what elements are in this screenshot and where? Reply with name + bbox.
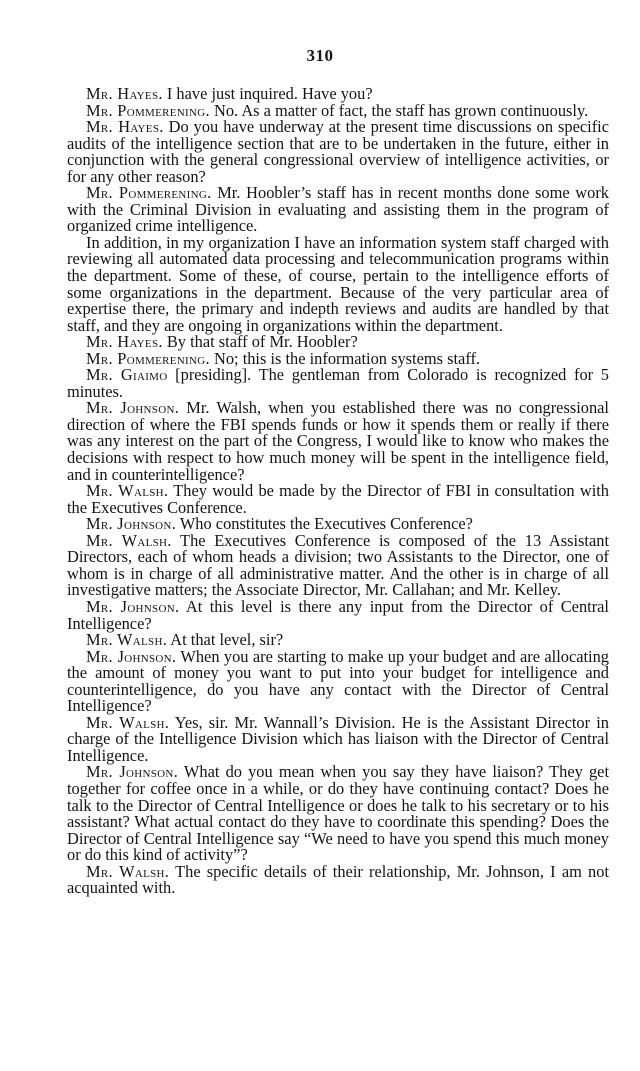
transcript-paragraph — [67, 119, 609, 185]
transcript-paragraph — [67, 596, 609, 633]
speaker-name: Mr. Johnson. — [86, 398, 180, 418]
paragraph-text: What do you mean when you say they have liaison? They get together for coffee once in a while, or do they have continuing contact? Does he talk to the Director of Central Intelligence or does he talk to his secretary or to his assistant? What actual contact do they have to coordinate this spending? Does the Director of Central Intelligence say “We need to have you spend this much money or do this kind of activity”? — [67, 762, 609, 865]
transcript-paragraph — [67, 712, 609, 765]
speaker-name: Mr. Pommerening. — [86, 348, 210, 368]
speaker-name: Mr. Pommerening. — [86, 100, 210, 120]
transcript-paragraph — [67, 367, 609, 400]
transcript-paragraph — [67, 764, 609, 863]
paragraph-text: Mr. Walsh, when you established there was no congressional direction of where the FBI spends funds or how it spends them or really if there was any interest on the part of the Congress, I would like to know who makes the decisions with respect to how much money will be spent in the intelligence field, and in counterintelligence? — [67, 398, 609, 484]
speaker-name: Mr. Pommerening. — [86, 183, 212, 203]
transcript-paragraph — [67, 232, 609, 335]
speaker-name: Mr. Johnson. — [86, 514, 177, 534]
speaker-name: Mr. Johnson. — [86, 762, 179, 782]
speaker-name: Mr. Walsh. — [86, 630, 168, 650]
speaker-name: Mr. Hayes. — [86, 332, 163, 352]
paragraph-text: Yes, sir. Mr. Wannall’s Division. He is the Assistant Director in charge of the Intelligence Division which has liaison with the Director of Central Intelligence. — [67, 712, 609, 765]
paragraph-text: I have just inquired. Have you? — [162, 84, 373, 103]
transcript-paragraph — [67, 400, 609, 483]
speaker-name: Mr. Walsh. — [86, 861, 170, 881]
paragraph-text: No; this is the information systems staff. — [209, 348, 481, 368]
paragraph-text: They would be made by the Director of FBI in consultation with the Executives Conference. — [67, 481, 609, 517]
speaker-name: Mr. Johnson. — [86, 646, 177, 666]
paragraph-text: Who constitutes the Executives Conference? — [176, 514, 473, 534]
speaker-name: Mr. Giaimo — [86, 365, 168, 385]
paragraph-text: The specific details of their relationship, Mr. Johnson, I am not acquainted with. — [67, 861, 609, 898]
speaker-name: Mr. Walsh. — [86, 481, 169, 501]
paragraph-text: At this level is there any input from the Director of Central Intelligence? — [67, 596, 609, 633]
transcript-body — [67, 86, 609, 897]
speaker-name: Mr. Johnson. — [86, 596, 180, 616]
paragraph-text: [presiding]. The gentleman from Colorado is recognized for 5 minutes. — [67, 365, 610, 401]
transcript-paragraph — [67, 530, 610, 600]
paragraph-text: The Executives Conference is composed of the 13 Assistant Directors, each of whom heads a division; two Assistants to the Director, one of whom is in charge of all administrative matter. And the other is in charge of all investigative matters; the Associate Director, Mr. Callahan; and Mr. Kelley. — [67, 530, 610, 600]
speaker-name: Mr. Hayes. — [86, 117, 164, 137]
speaker-name: Mr. Hayes. — [86, 84, 163, 103]
page-number: 310 — [306, 46, 334, 65]
paragraph-text: When you are starting to make up your budget and are allocating the amount of money you want to put into your budget for intelligence and counterintelligence, do you have any contact with the Director of Central Intelligence? — [67, 646, 609, 716]
transcript-paragraph — [67, 861, 609, 898]
transcript-paragraph — [67, 185, 609, 235]
speaker-name: Mr. Walsh. — [86, 530, 172, 550]
paragraph-text: By that staff of Mr. Hoobler? — [162, 332, 358, 352]
paragraph-text: Do you have underway at the present time discussions on specific audits of the intelligence section that are to be undertaken in the future, either in conjunction with the general congressional overview of intelligence activities, or for any other reason? — [67, 117, 610, 186]
paragraph-text: In addition, in my organization I have an information system staff charged with reviewing all automated data processing and telecommunication programs within the department. Some of these, of course, pertain to the intelligence efforts of some organizations in the department. Because of the very particular area of expertise there, the primary and indepth reviews and audits are handled by that staff, and they are ongoing in organizations within the department. — [67, 232, 609, 335]
paragraph-text: At that level, sir? — [167, 630, 284, 650]
paragraph-text: No. As a matter of fact, the staff has grown continuously. — [209, 100, 589, 120]
speaker-name: Mr. Walsh. — [86, 712, 170, 732]
transcript-paragraph — [67, 483, 609, 516]
paragraph-text: Mr. Hoobler’s staff has in recent months done some work with the Criminal Division in evaluating and assisting them in the program of organized crime intelligence. — [67, 183, 609, 236]
transcript-paragraph — [67, 646, 609, 716]
